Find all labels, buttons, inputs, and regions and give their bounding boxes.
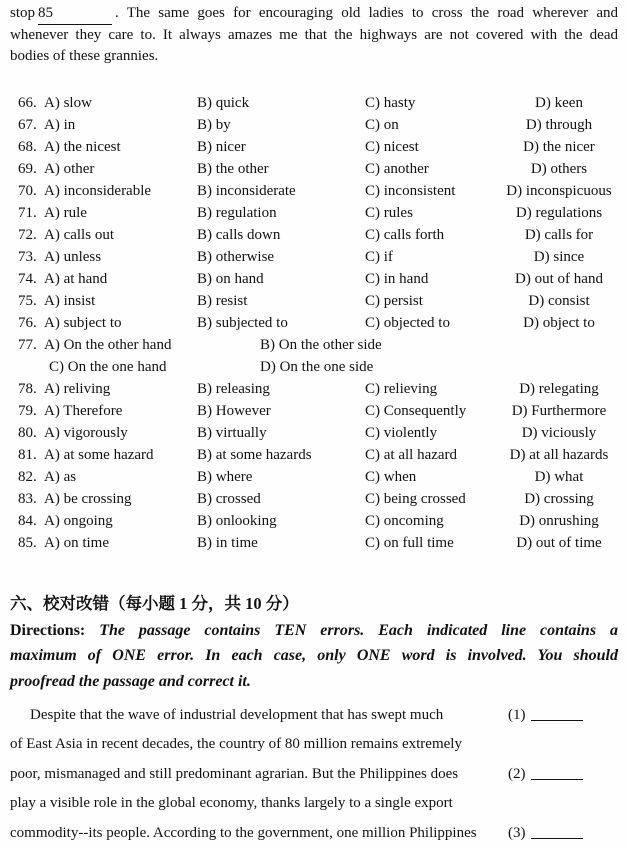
question-row [10,447,618,469]
option-c: C) Consequently [365,403,467,419]
passage-line [10,789,618,819]
option-b: B) releasing [197,381,270,397]
option-c: C) violently [365,425,438,441]
passage-line-text: poor, mismanaged and still predominant agrarian. But the Philippines does [10,765,459,782]
question-number: 82. [18,469,37,485]
option-d: D) since [533,249,585,265]
question-number: 81. [18,447,37,463]
option-b: B) the other [197,161,269,177]
option-b: B) inconsiderate [197,183,296,199]
correction-blank [505,760,618,790]
option-a: A) reliving [44,381,111,397]
question-number: 69. [18,161,37,177]
option-b: B) on hand [197,271,264,287]
option-b: B) in time [197,535,258,551]
question-number: 85. [18,535,37,551]
directions-line-3: proofread the passage and correct it. [10,672,251,690]
correction-blank-number: (2) [508,765,526,782]
passage-line [10,760,618,790]
question-number: 71. [18,205,37,221]
option-a: A) calls out [44,227,114,243]
option-a: A) subject to [44,315,122,331]
option-b: B) subjected to [197,315,288,331]
option-d: D) others [530,161,588,177]
option-d: D) inconspicuous [506,183,612,199]
option-a: A) Therefore [44,403,123,419]
option-d: D) through [525,117,593,133]
question-row [10,337,618,359]
passage-line-text: of East Asia in recent decades, the country of 80 million remains extremely [10,736,462,753]
option-c: C) oncoming [365,513,444,529]
question-row [10,315,618,337]
option-a: A) other [44,161,95,177]
intro-word-before-blank: stop [10,5,36,21]
option-a: A) insist [44,293,96,309]
option-a: A) vigorously [44,425,128,441]
question-row [10,491,618,513]
option-c: C) another [365,161,429,177]
option-d: D) On the one side [260,359,374,375]
option-a: A) On the other hand [44,337,172,353]
option-c: C) when [365,469,417,485]
directions-line-1 [10,618,618,643]
mcq-option-list [10,95,618,557]
section-heading: 六、校对改错（每小题 1 分，共 10 分） [10,594,299,613]
option-a: A) at hand [44,271,108,287]
question-row [10,161,618,183]
question-row [10,227,618,249]
option-d: D) object to [523,315,595,331]
option-a: A) ongoing [44,513,113,529]
option-b: B) On the other side [260,337,382,353]
option-b: B) virtually [197,425,267,441]
question-row [10,183,618,205]
correction-blank [505,819,618,848]
correction-blank-number: (1) [508,706,526,723]
passage-line [10,819,618,848]
blank-85-label: 85 [38,5,54,21]
option-a: A) the nicest [44,139,121,155]
directions-label: Directions: [10,622,86,639]
question-row [10,271,618,293]
option-d: D) out of hand [515,271,603,287]
option-c: C) objected to [365,315,450,331]
question-number: 78. [18,381,37,397]
option-a: A) inconsiderable [44,183,152,199]
option-d: D) the nicer [523,139,595,155]
option-b: B) where [197,469,253,485]
option-a: A) be crossing [44,491,132,507]
option-d: D) Furthermore [511,403,607,419]
option-c: C) calls forth [365,227,445,243]
option-b: B) onlooking [197,513,277,529]
option-d: D) at all hazards [509,447,609,463]
intro-line-3: bodies of these grannies. [10,48,159,64]
correction-blank-underline [531,778,583,780]
option-d: D) relegating [519,381,599,397]
question-row [10,359,618,381]
correction-blank [505,701,618,731]
option-a: A) in [44,117,76,133]
directions [10,618,618,694]
directions-line-2: maximum of ONE error. In each case, only ONE word is involved. You should [10,647,618,665]
option-b: B) otherwise [197,249,275,265]
question-number: 76. [18,315,37,331]
proofread-passage [10,701,618,848]
option-c: C) on [365,117,399,133]
question-row [10,95,618,117]
question-number: 83. [18,491,37,507]
option-d: D) out of time [516,535,602,551]
question-number: 72. [18,227,37,243]
option-a: A) slow [44,95,92,111]
question-row [10,425,618,447]
question-number: 70. [18,183,37,199]
option-d: D) keen [535,95,583,111]
question-row [10,381,618,403]
option-c: C) relieving [365,381,438,397]
intro-line-2: whenever they care to. It always amazes me that the highways are not covered with the dead [10,27,618,43]
option-c: C) hasty [365,95,416,111]
option-b: B) calls down [197,227,281,243]
option-c: C) at all hazard [365,447,458,463]
passage-line [10,701,618,731]
question-number: 75. [18,293,37,309]
blank-85 [38,3,112,25]
question-row [10,513,618,535]
option-b: B) regulation [197,205,277,221]
question-number: 84. [18,513,37,529]
question-number: 77. [18,337,37,353]
option-c: C) in hand [365,271,429,287]
question-number: 66. [18,95,37,111]
option-c: C) if [365,249,393,265]
option-b: B) at some hazards [197,447,312,463]
correction-blank-number: (3) [508,824,526,841]
question-row [10,205,618,227]
passage-line [10,730,618,760]
question-number: 74. [18,271,37,287]
option-c: C) On the one hand [49,359,167,375]
option-d: D) calls for [524,227,594,243]
option-b: B) resist [197,293,248,309]
option-b: B) nicer [197,139,246,155]
question-number: 67. [18,117,37,133]
option-b: B) However [197,403,271,419]
option-d: D) regulations [515,205,603,221]
option-a: A) at some hazard [44,447,154,463]
option-c: C) on full time [365,535,454,551]
question-number: 79. [18,403,37,419]
option-d: D) onrushing [519,513,599,529]
option-c: C) being crossed [365,491,466,507]
option-a: A) unless [44,249,102,265]
correction-blank-underline [531,837,583,839]
intro-line-1-rest: . The same goes for encouraging old ladies to cross the road wherever and [115,5,618,21]
option-c: C) inconsistent [365,183,456,199]
question-row [10,403,618,425]
question-number: 73. [18,249,37,265]
question-row [10,469,618,491]
correction-blank-underline [531,719,583,721]
question-number: 68. [18,139,37,155]
question-row [10,535,618,557]
option-b: B) crossed [197,491,261,507]
option-c: C) nicest [365,139,419,155]
question-row [10,117,618,139]
intro-line-1 [10,3,618,25]
option-b: B) quick [197,95,250,111]
option-a: A) on time [44,535,109,551]
question-row [10,139,618,161]
option-c: C) persist [365,293,423,309]
passage-line-text: play a visible role in the global economy, thanks largely to a single export [10,795,453,812]
cloze-passage-end [10,3,618,67]
passage-line-text: commodity--its people. According to the government, one million Philippines [10,824,477,841]
option-b: B) by [197,117,231,133]
option-d: D) what [534,469,584,485]
passage-line-text: Despite that the wave of industrial development that has swept much [30,706,444,723]
option-d: D) consist [528,293,590,309]
option-c: C) rules [365,205,413,221]
option-d: D) crossing [524,491,594,507]
question-number: 80. [18,425,37,441]
option-a: A) as [44,469,77,485]
directions-text-1: The passage contains TEN errors. Each indicated line contains a [99,622,618,639]
option-d: D) viciously [521,425,597,441]
option-a: A) rule [44,205,87,221]
question-row [10,249,618,271]
question-row [10,293,618,315]
